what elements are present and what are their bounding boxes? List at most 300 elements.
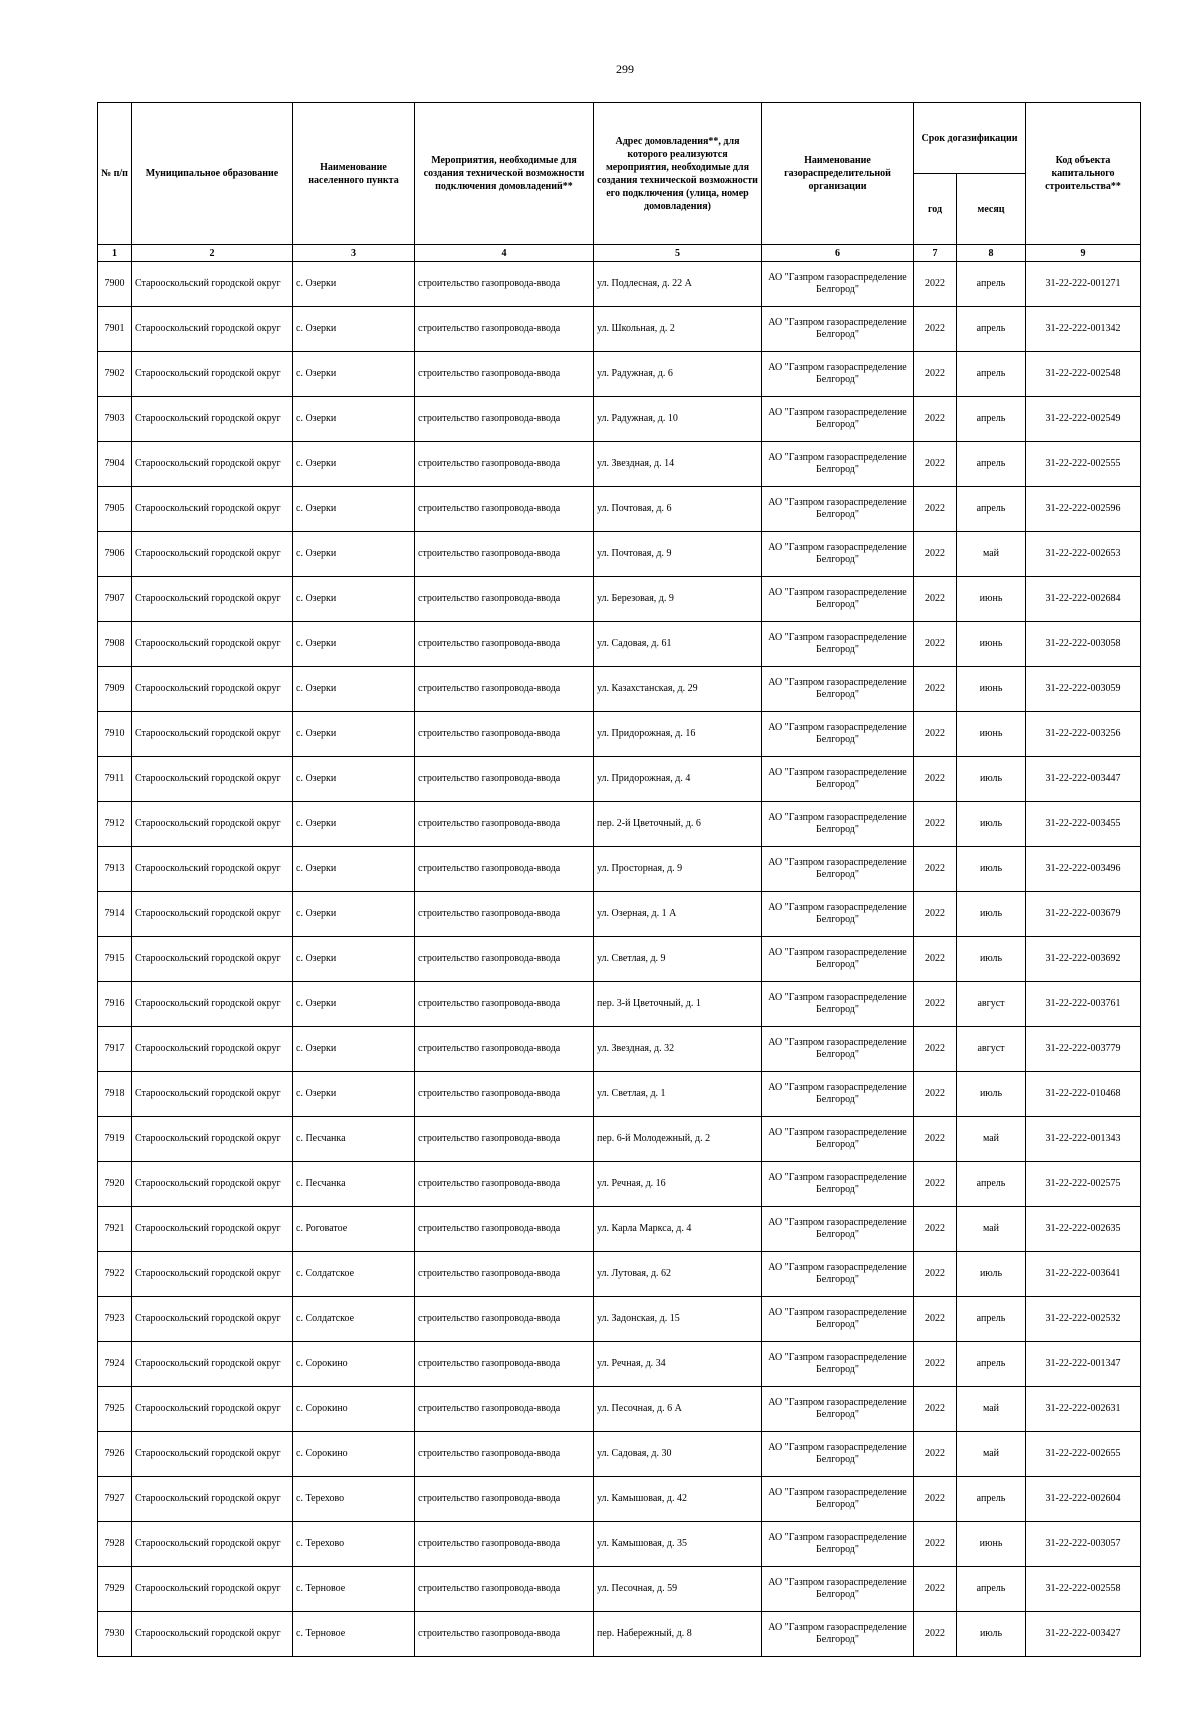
settlement-cell: с. Терехово [293, 1477, 415, 1522]
year-cell: 2022 [914, 487, 957, 532]
row-number: 7902 [98, 352, 132, 397]
activity-cell: строительство газопровода-ввода [415, 1162, 594, 1207]
month-cell: июнь [957, 622, 1026, 667]
code-cell: 31-22-222-001347 [1026, 1342, 1141, 1387]
month-cell: апрель [957, 352, 1026, 397]
column-number: 9 [1026, 245, 1141, 262]
code-cell: 31-22-222-003427 [1026, 1612, 1141, 1657]
settlement-cell: с. Терновое [293, 1567, 415, 1612]
code-cell: 31-22-222-002549 [1026, 397, 1141, 442]
activity-cell: строительство газопровода-ввода [415, 1117, 594, 1162]
activity-cell: строительство газопровода-ввода [415, 1567, 594, 1612]
header-term: Срок догазификации [914, 103, 1026, 174]
settlement-cell: с. Сорокино [293, 1432, 415, 1477]
row-number: 7928 [98, 1522, 132, 1567]
table-row [98, 532, 1141, 577]
organization-cell: АО "Газпром газораспределение Белгород" [762, 1162, 914, 1207]
code-cell: 31-22-222-003496 [1026, 847, 1141, 892]
year-cell: 2022 [914, 1297, 957, 1342]
municipality-cell: Старооскольский городской округ [132, 757, 293, 802]
activity-cell: строительство газопровода-ввода [415, 892, 594, 937]
month-cell: май [957, 1387, 1026, 1432]
code-cell: 31-22-222-002655 [1026, 1432, 1141, 1477]
activity-cell: строительство газопровода-ввода [415, 442, 594, 487]
month-cell: апрель [957, 397, 1026, 442]
code-cell: 31-22-222-003761 [1026, 982, 1141, 1027]
year-cell: 2022 [914, 397, 957, 442]
municipality-cell: Старооскольский городской округ [132, 847, 293, 892]
organization-cell: АО "Газпром газораспределение Белгород" [762, 307, 914, 352]
year-cell: 2022 [914, 1162, 957, 1207]
row-number: 7904 [98, 442, 132, 487]
organization-cell: АО "Газпром газораспределение Белгород" [762, 1567, 914, 1612]
year-cell: 2022 [914, 532, 957, 577]
month-cell: июль [957, 802, 1026, 847]
year-cell: 2022 [914, 1522, 957, 1567]
settlement-cell: с. Озерки [293, 1072, 415, 1117]
row-number: 7903 [98, 397, 132, 442]
address-cell: пер. 3-й Цветочный, д. 1 [594, 982, 762, 1027]
settlement-cell: с. Озерки [293, 262, 415, 307]
code-cell: 31-22-222-002575 [1026, 1162, 1141, 1207]
municipality-cell: Старооскольский городской округ [132, 1027, 293, 1072]
column-number: 6 [762, 245, 914, 262]
organization-cell: АО "Газпром газораспределение Белгород" [762, 892, 914, 937]
organization-cell: АО "Газпром газораспределение Белгород" [762, 442, 914, 487]
address-cell: ул. Почтовая, д. 6 [594, 487, 762, 532]
organization-cell: АО "Газпром газораспределение Белгород" [762, 667, 914, 712]
municipality-cell: Старооскольский городской округ [132, 1567, 293, 1612]
municipality-cell: Старооскольский городской округ [132, 982, 293, 1027]
row-number: 7913 [98, 847, 132, 892]
row-number: 7905 [98, 487, 132, 532]
header-address: Адрес домовладения**, для которого реализуются мероприятия, необходимые для создания технической возможности его подключения (улица, номер домовладения) [594, 103, 762, 245]
address-cell: ул. Задонская, д. 15 [594, 1297, 762, 1342]
activity-cell: строительство газопровода-ввода [415, 307, 594, 352]
activity-cell: строительство газопровода-ввода [415, 1522, 594, 1567]
column-number: 7 [914, 245, 957, 262]
year-cell: 2022 [914, 802, 957, 847]
table-row [98, 1522, 1141, 1567]
settlement-cell: с. Озерки [293, 532, 415, 577]
address-cell: ул. Почтовая, д. 9 [594, 532, 762, 577]
year-cell: 2022 [914, 1477, 957, 1522]
header-num: № п/п [98, 103, 132, 245]
address-cell: ул. Придорожная, д. 4 [594, 757, 762, 802]
municipality-cell: Старооскольский городской округ [132, 1342, 293, 1387]
row-number: 7923 [98, 1297, 132, 1342]
code-cell: 31-22-222-003455 [1026, 802, 1141, 847]
address-cell: ул. Песочная, д. 59 [594, 1567, 762, 1612]
code-cell: 31-22-222-001343 [1026, 1117, 1141, 1162]
month-cell: июнь [957, 667, 1026, 712]
month-cell: июль [957, 757, 1026, 802]
header-municipality: Муниципальное образование [132, 103, 293, 245]
address-cell: ул. Речная, д. 16 [594, 1162, 762, 1207]
month-cell: апрель [957, 307, 1026, 352]
table-row [98, 757, 1141, 802]
municipality-cell: Старооскольский городской округ [132, 262, 293, 307]
row-number: 7930 [98, 1612, 132, 1657]
year-cell: 2022 [914, 1072, 957, 1117]
row-number: 7910 [98, 712, 132, 757]
municipality-cell: Старооскольский городской округ [132, 1432, 293, 1477]
table-row [98, 1477, 1141, 1522]
settlement-cell: с. Озерки [293, 487, 415, 532]
code-cell: 31-22-222-003641 [1026, 1252, 1141, 1297]
organization-cell: АО "Газпром газораспределение Белгород" [762, 532, 914, 577]
code-cell: 31-22-222-002653 [1026, 532, 1141, 577]
organization-cell: АО "Газпром газораспределение Белгород" [762, 1612, 914, 1657]
settlement-cell: с. Озерки [293, 352, 415, 397]
year-cell: 2022 [914, 982, 957, 1027]
header-activity: Мероприятия, необходимые для создания технической возможности подключения домовладений** [415, 103, 594, 245]
settlement-cell: с. Роговатое [293, 1207, 415, 1252]
table-row [98, 1207, 1141, 1252]
row-number: 7927 [98, 1477, 132, 1522]
year-cell: 2022 [914, 1567, 957, 1612]
municipality-cell: Старооскольский городской округ [132, 892, 293, 937]
table-row [98, 1432, 1141, 1477]
month-cell: апрель [957, 1342, 1026, 1387]
address-cell: пер. 6-й Молодежный, д. 2 [594, 1117, 762, 1162]
settlement-cell: с. Озерки [293, 622, 415, 667]
organization-cell: АО "Газпром газораспределение Белгород" [762, 262, 914, 307]
municipality-cell: Старооскольский городской округ [132, 487, 293, 532]
settlement-cell: с. Озерки [293, 442, 415, 487]
code-cell: 31-22-222-002635 [1026, 1207, 1141, 1252]
month-cell: май [957, 1207, 1026, 1252]
row-number: 7907 [98, 577, 132, 622]
month-cell: август [957, 982, 1026, 1027]
header-month: месяц [957, 174, 1026, 245]
organization-cell: АО "Газпром газораспределение Белгород" [762, 622, 914, 667]
year-cell: 2022 [914, 262, 957, 307]
table-row [98, 847, 1141, 892]
municipality-cell: Старооскольский городской округ [132, 1252, 293, 1297]
settlement-cell: с. Песчанка [293, 1117, 415, 1162]
row-number: 7906 [98, 532, 132, 577]
year-cell: 2022 [914, 712, 957, 757]
code-cell: 31-22-222-002555 [1026, 442, 1141, 487]
settlement-cell: с. Сорокино [293, 1387, 415, 1432]
settlement-cell: с. Терехово [293, 1522, 415, 1567]
address-cell: ул. Казахстанская, д. 29 [594, 667, 762, 712]
table-row [98, 307, 1141, 352]
month-cell: июль [957, 937, 1026, 982]
municipality-cell: Старооскольский городской округ [132, 712, 293, 757]
activity-cell: строительство газопровода-ввода [415, 1432, 594, 1477]
organization-cell: АО "Газпром газораспределение Белгород" [762, 1207, 914, 1252]
year-cell: 2022 [914, 577, 957, 622]
code-cell: 31-22-222-001271 [1026, 262, 1141, 307]
table-row [98, 442, 1141, 487]
organization-cell: АО "Газпром газораспределение Белгород" [762, 487, 914, 532]
table-row [98, 892, 1141, 937]
address-cell: ул. Звездная, д. 14 [594, 442, 762, 487]
table-row [98, 1387, 1141, 1432]
code-cell: 31-22-222-002684 [1026, 577, 1141, 622]
activity-cell: строительство газопровода-ввода [415, 1207, 594, 1252]
row-number: 7915 [98, 937, 132, 982]
address-cell: ул. Садовая, д. 61 [594, 622, 762, 667]
settlement-cell: с. Озерки [293, 667, 415, 712]
row-number: 7901 [98, 307, 132, 352]
municipality-cell: Старооскольский городской округ [132, 1297, 293, 1342]
code-cell: 31-22-222-003679 [1026, 892, 1141, 937]
header-row [98, 103, 1141, 174]
organization-cell: АО "Газпром газораспределение Белгород" [762, 937, 914, 982]
settlement-cell: с. Озерки [293, 982, 415, 1027]
year-cell: 2022 [914, 1432, 957, 1477]
month-cell: июль [957, 1072, 1026, 1117]
table-row [98, 712, 1141, 757]
organization-cell: АО "Газпром газораспределение Белгород" [762, 1027, 914, 1072]
settlement-cell: с. Озерки [293, 397, 415, 442]
row-number: 7926 [98, 1432, 132, 1477]
municipality-cell: Старооскольский городской округ [132, 1207, 293, 1252]
column-number-row [98, 245, 1141, 262]
address-cell: ул. Придорожная, д. 16 [594, 712, 762, 757]
address-cell: пер. 2-й Цветочный, д. 6 [594, 802, 762, 847]
year-cell: 2022 [914, 1252, 957, 1297]
table-row [98, 1072, 1141, 1117]
month-cell: июль [957, 1612, 1026, 1657]
organization-cell: АО "Газпром газораспределение Белгород" [762, 577, 914, 622]
year-cell: 2022 [914, 1612, 957, 1657]
month-cell: апрель [957, 1162, 1026, 1207]
settlement-cell: с. Озерки [293, 577, 415, 622]
header-settlement: Наименование населенного пункта [293, 103, 415, 245]
activity-cell: строительство газопровода-ввода [415, 802, 594, 847]
row-number: 7908 [98, 622, 132, 667]
month-cell: июль [957, 847, 1026, 892]
organization-cell: АО "Газпром газораспределение Белгород" [762, 1297, 914, 1342]
address-cell: ул. Радужная, д. 6 [594, 352, 762, 397]
table-row [98, 802, 1141, 847]
month-cell: май [957, 1117, 1026, 1162]
header-organization: Наименование газораспределительной организации [762, 103, 914, 245]
month-cell: апрель [957, 1297, 1026, 1342]
organization-cell: АО "Газпром газораспределение Белгород" [762, 1477, 914, 1522]
settlement-cell: с. Терновое [293, 1612, 415, 1657]
organization-cell: АО "Газпром газораспределение Белгород" [762, 1252, 914, 1297]
column-number: 4 [415, 245, 594, 262]
month-cell: июль [957, 1252, 1026, 1297]
municipality-cell: Старооскольский городской округ [132, 577, 293, 622]
month-cell: апрель [957, 487, 1026, 532]
organization-cell: АО "Газпром газораспределение Белгород" [762, 982, 914, 1027]
code-cell: 31-22-222-002558 [1026, 1567, 1141, 1612]
table-row [98, 352, 1141, 397]
activity-cell: строительство газопровода-ввода [415, 1387, 594, 1432]
municipality-cell: Старооскольский городской округ [132, 1522, 293, 1567]
code-cell: 31-22-222-002596 [1026, 487, 1141, 532]
organization-cell: АО "Газпром газораспределение Белгород" [762, 1117, 914, 1162]
column-number: 5 [594, 245, 762, 262]
address-cell: ул. Звездная, д. 32 [594, 1027, 762, 1072]
year-cell: 2022 [914, 667, 957, 712]
code-cell: 31-22-222-003779 [1026, 1027, 1141, 1072]
year-cell: 2022 [914, 847, 957, 892]
address-cell: ул. Радужная, д. 10 [594, 397, 762, 442]
year-cell: 2022 [914, 307, 957, 352]
gasification-table [97, 102, 1141, 1657]
month-cell: май [957, 1432, 1026, 1477]
address-cell: ул. Березовая, д. 9 [594, 577, 762, 622]
year-cell: 2022 [914, 1027, 957, 1072]
address-cell: ул. Светлая, д. 9 [594, 937, 762, 982]
address-cell: ул. Камышовая, д. 42 [594, 1477, 762, 1522]
activity-cell: строительство газопровода-ввода [415, 667, 594, 712]
activity-cell: строительство газопровода-ввода [415, 1477, 594, 1522]
row-number: 7909 [98, 667, 132, 712]
settlement-cell: с. Солдатское [293, 1297, 415, 1342]
address-cell: ул. Карла Маркса, д. 4 [594, 1207, 762, 1252]
row-number: 7912 [98, 802, 132, 847]
activity-cell: строительство газопровода-ввода [415, 397, 594, 442]
municipality-cell: Старооскольский городской округ [132, 397, 293, 442]
address-cell: ул. Озерная, д. 1 А [594, 892, 762, 937]
settlement-cell: с. Озерки [293, 1027, 415, 1072]
year-cell: 2022 [914, 892, 957, 937]
row-number: 7920 [98, 1162, 132, 1207]
year-cell: 2022 [914, 1387, 957, 1432]
table-row [98, 1117, 1141, 1162]
column-number: 2 [132, 245, 293, 262]
table-row [98, 1567, 1141, 1612]
organization-cell: АО "Газпром газораспределение Белгород" [762, 1072, 914, 1117]
activity-cell: строительство газопровода-ввода [415, 937, 594, 982]
header-code: Код объекта капитального строительства** [1026, 103, 1141, 245]
organization-cell: АО "Газпром газораспределение Белгород" [762, 1387, 914, 1432]
activity-cell: строительство газопровода-ввода [415, 1072, 594, 1117]
row-number: 7916 [98, 982, 132, 1027]
municipality-cell: Старооскольский городской округ [132, 352, 293, 397]
organization-cell: АО "Газпром газораспределение Белгород" [762, 802, 914, 847]
activity-cell: строительство газопровода-ввода [415, 1252, 594, 1297]
row-number: 7911 [98, 757, 132, 802]
municipality-cell: Старооскольский городской округ [132, 1162, 293, 1207]
column-number: 1 [98, 245, 132, 262]
month-cell: июль [957, 892, 1026, 937]
year-cell: 2022 [914, 1342, 957, 1387]
activity-cell: строительство газопровода-ввода [415, 622, 594, 667]
organization-cell: АО "Газпром газораспределение Белгород" [762, 352, 914, 397]
municipality-cell: Старооскольский городской округ [132, 1387, 293, 1432]
row-number: 7925 [98, 1387, 132, 1432]
row-number: 7924 [98, 1342, 132, 1387]
year-cell: 2022 [914, 1207, 957, 1252]
settlement-cell: с. Озерки [293, 307, 415, 352]
month-cell: апрель [957, 262, 1026, 307]
year-cell: 2022 [914, 352, 957, 397]
month-cell: апрель [957, 442, 1026, 487]
code-cell: 31-22-222-010468 [1026, 1072, 1141, 1117]
table-row [98, 982, 1141, 1027]
municipality-cell: Старооскольский городской округ [132, 937, 293, 982]
row-number: 7917 [98, 1027, 132, 1072]
address-cell: ул. Светлая, д. 1 [594, 1072, 762, 1117]
municipality-cell: Старооскольский городской округ [132, 1612, 293, 1657]
municipality-cell: Старооскольский городской округ [132, 622, 293, 667]
address-cell: пер. Набережный, д. 8 [594, 1612, 762, 1657]
row-number: 7919 [98, 1117, 132, 1162]
table-row [98, 1297, 1141, 1342]
settlement-cell: с. Озерки [293, 937, 415, 982]
municipality-cell: Старооскольский городской округ [132, 307, 293, 352]
code-cell: 31-22-222-002631 [1026, 1387, 1141, 1432]
settlement-cell: с. Озерки [293, 892, 415, 937]
organization-cell: АО "Газпром газораспределение Белгород" [762, 1342, 914, 1387]
row-number: 7918 [98, 1072, 132, 1117]
year-cell: 2022 [914, 1117, 957, 1162]
code-cell: 31-22-222-003058 [1026, 622, 1141, 667]
activity-cell: строительство газопровода-ввода [415, 1612, 594, 1657]
address-cell: ул. Садовая, д. 30 [594, 1432, 762, 1477]
activity-cell: строительство газопровода-ввода [415, 1297, 594, 1342]
table-row [98, 487, 1141, 532]
year-cell: 2022 [914, 442, 957, 487]
table-row [98, 667, 1141, 712]
code-cell: 31-22-222-003256 [1026, 712, 1141, 757]
municipality-cell: Старооскольский городской округ [132, 667, 293, 712]
address-cell: ул. Песочная, д. 6 А [594, 1387, 762, 1432]
municipality-cell: Старооскольский городской округ [132, 1072, 293, 1117]
activity-cell: строительство газопровода-ввода [415, 1027, 594, 1072]
code-cell: 31-22-222-002532 [1026, 1297, 1141, 1342]
code-cell: 31-22-222-003059 [1026, 667, 1141, 712]
organization-cell: АО "Газпром газораспределение Белгород" [762, 712, 914, 757]
address-cell: ул. Речная, д. 34 [594, 1342, 762, 1387]
table-row [98, 262, 1141, 307]
table-row [98, 1612, 1141, 1657]
table-row [98, 1342, 1141, 1387]
activity-cell: строительство газопровода-ввода [415, 1342, 594, 1387]
organization-cell: АО "Газпром газораспределение Белгород" [762, 397, 914, 442]
settlement-cell: с. Озерки [293, 757, 415, 802]
header-year: год [914, 174, 957, 245]
municipality-cell: Старооскольский городской округ [132, 1117, 293, 1162]
code-cell: 31-22-222-003057 [1026, 1522, 1141, 1567]
month-cell: июнь [957, 712, 1026, 757]
table-body [98, 245, 1141, 1657]
table-row [98, 1162, 1141, 1207]
table-row [98, 622, 1141, 667]
municipality-cell: Старооскольский городской округ [132, 532, 293, 577]
settlement-cell: с. Песчанка [293, 1162, 415, 1207]
activity-cell: строительство газопровода-ввода [415, 352, 594, 397]
code-cell: 31-22-222-002604 [1026, 1477, 1141, 1522]
address-cell: ул. Лутовая, д. 62 [594, 1252, 762, 1297]
row-number: 7929 [98, 1567, 132, 1612]
month-cell: июнь [957, 577, 1026, 622]
activity-cell: строительство газопровода-ввода [415, 577, 594, 622]
settlement-cell: с. Сорокино [293, 1342, 415, 1387]
activity-cell: строительство газопровода-ввода [415, 757, 594, 802]
activity-cell: строительство газопровода-ввода [415, 982, 594, 1027]
settlement-cell: с. Озерки [293, 802, 415, 847]
code-cell: 31-22-222-003692 [1026, 937, 1141, 982]
month-cell: апрель [957, 1567, 1026, 1612]
row-number: 7921 [98, 1207, 132, 1252]
table-row [98, 1027, 1141, 1072]
address-cell: ул. Школьная, д. 2 [594, 307, 762, 352]
table-row [98, 1252, 1141, 1297]
organization-cell: АО "Газпром газораспределение Белгород" [762, 757, 914, 802]
organization-cell: АО "Газпром газораспределение Белгород" [762, 847, 914, 892]
address-cell: ул. Подлесная, д. 22 А [594, 262, 762, 307]
